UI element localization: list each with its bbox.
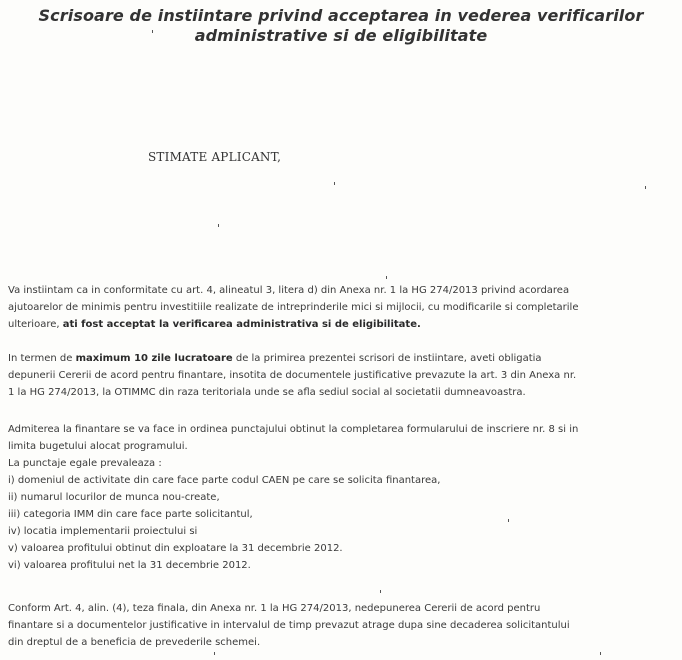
p2-line-1-bold: maximum 10 zile lucratoare [75, 353, 233, 364]
scan-speck [645, 186, 646, 189]
paragraph-consequence [8, 600, 676, 651]
p1-line-3 [8, 316, 676, 333]
scan-speck [214, 652, 215, 655]
title-line-2: administrative si de eligibilitate [194, 26, 488, 45]
p3-line-1: Admiterea la finantare se va face in ordinea punctajului obtinut la completarea formularului de inscriere nr. 8 si in [8, 424, 579, 435]
paragraph-admission [8, 421, 676, 574]
p2-line-1 [8, 350, 676, 367]
p2-line-1-end: de la primirea prezentei scrisori de instiintare, aveti obligatia [232, 353, 542, 364]
p1-line-2: ajutoarelor de minimis pentru investitiile realizate de intreprinderile mici si mijlocii, cu modificarile si completarile [8, 302, 579, 313]
scan-speck [386, 276, 387, 279]
criteria-item: ii) numarul locurilor de munca nou-create, [8, 492, 220, 503]
criteria-item: vi) valoarea profitului net la 31 decembrie 2012. [8, 560, 251, 571]
p1-line-1: Va instiintam ca in conformitate cu art. 4, alineatul 3, litera d) din Anexa nr. 1 la HG 274/2013 privind acordarea [8, 285, 570, 296]
salutation: STIMATE APLICANT, [148, 150, 282, 164]
p2-line-3: 1 la HG 274/2013, la OTIMMC din raza teritoriala unde se afla sediul social al societatii dumneavoastra. [8, 387, 526, 398]
p4-line-3: din dreptul de a beneficia de prevederile schemei. [8, 637, 261, 648]
scan-speck [380, 590, 381, 593]
p1-line-3-bold: ati fost acceptat la verificarea administrativa si de eligibilitate. [62, 319, 421, 330]
scan-speck [152, 30, 153, 33]
scan-speck [334, 182, 335, 185]
scan-speck [508, 519, 509, 522]
criteria-item: iv) locatia implementarii proiectului si [8, 526, 198, 537]
p4-line-2: finantare si a documentelor justificative in intervalul de timp prevazut atrage dupa sine decaderea solicitantului [8, 620, 570, 631]
p3-line-3: La punctaje egale prevaleaza : [8, 458, 162, 469]
scan-speck [218, 224, 219, 227]
criteria-item: i) domeniul de activitate din care face parte codul CAEN pe care se solicita finantarea, [8, 475, 441, 486]
p1-line-3-start: ulterioare, [8, 319, 63, 330]
p2-line-2: depunerii Cererii de acord pentru finantare, insotita de documentele justificative prevazute la art. 3 din Anexa nr. [8, 370, 577, 381]
p2-line-1-start: In termen de [8, 353, 76, 364]
p3-line-2: limita bugetului alocat programului. [8, 441, 188, 452]
paragraph-notification [8, 282, 676, 333]
scan-speck [600, 652, 601, 655]
criteria-item: v) valoarea profitului obtinut din exploatare la 31 decembrie 2012. [8, 543, 343, 554]
title-line-1: Scrisoare de instiintare privind acceptarea in vederea verificarilor [38, 6, 644, 25]
criteria-item: iii) categoria IMM din care face parte solicitantul, [8, 509, 253, 520]
paragraph-deadline [8, 350, 676, 401]
document-title [20, 6, 662, 46]
p4-line-1: Conform Art. 4, alin. (4), teza finala, din Anexa nr. 1 la HG 274/2013, nedepunerea Cererii de acord pentru [8, 603, 541, 614]
